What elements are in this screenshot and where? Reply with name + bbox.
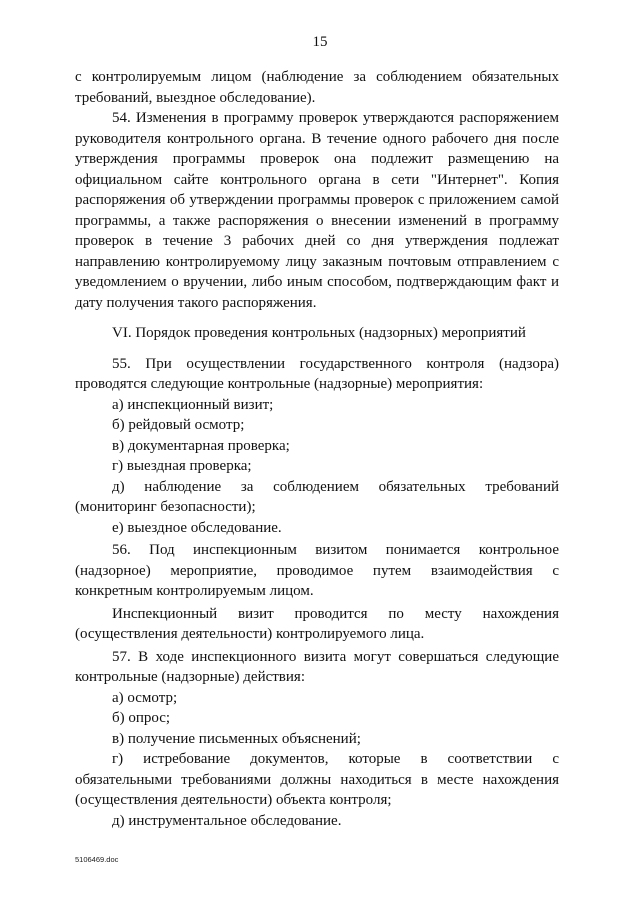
list-item: а) осмотр; — [112, 689, 178, 706]
list-item: в) получение письменных объяснений; — [112, 730, 361, 747]
list-item: а) инспекционный визит; — [112, 396, 274, 413]
list-item: б) опрос; — [112, 710, 171, 726]
page-number: 15 — [312, 34, 328, 50]
paragraph-55-intro: 55. При осуществлении государственного контроля (надзора) проводятся следующие контрольные (надзорные) мероприятия: — [75, 355, 559, 392]
list-item: г) истребование документов, которые в соответствии с обязательными требованиями должны находиться в месте нахождения (осуществления деятельности) объекта контроля; — [75, 751, 559, 808]
paragraph-56: 56. Под инспекционным визитом понимается контрольное (надзорное) мероприятие, проводимое путем взаимодействия с конкретным контролируемым лицом. — [75, 542, 559, 599]
list-item: д) инструментальное обследование. — [112, 812, 342, 829]
paragraph-56-continued: Инспекционный визит проводится по месту нахождения (осуществления деятельности) контролируемого лица. — [75, 605, 559, 642]
list-item: б) рейдовый осмотр; — [112, 417, 245, 433]
paragraph-57-intro: 57. В ходе инспекционного визита могут совершаться следующие контрольные (надзорные) действия: — [75, 648, 559, 685]
footer-document-code: 5106469.doc — [75, 855, 119, 864]
section-heading: VI. Порядок проведения контрольных (надзорных) мероприятий — [112, 325, 526, 341]
list-item: д) наблюдение за соблюдением обязательных требований (мониторинг безопасности); — [75, 478, 559, 515]
list-item: г) выездная проверка; — [112, 458, 252, 474]
list-item: в) документарная проверка; — [112, 437, 290, 454]
list-item: е) выездное обследование. — [112, 519, 282, 536]
paragraph-continuation: с контролируемым лицом (наблюдение за соблюдением обязательных требований, выездное обследование). — [75, 69, 559, 106]
document-body — [75, 67, 559, 831]
paragraph-54: 54. Изменения в программу проверок утверждаются распоряжением руководителя контрольного органа. В течение одного рабочего дня после утверждения программы проверок она подлежит размещению на официальном сайте контрольного органа в сети "Интернет". Копия распоряжения об утверждении программы проверок с приложением самой программы, а также распоряжения о внесении изменений в программу проверок в течение 3 рабочих дней со дня утверждения подлежат направлению контролируемому лицу заказным почтовым отправлением с уведомлением о вручении, либо иным способом, подтверждающим факт и дату получения такого распоряжения. — [75, 110, 559, 311]
